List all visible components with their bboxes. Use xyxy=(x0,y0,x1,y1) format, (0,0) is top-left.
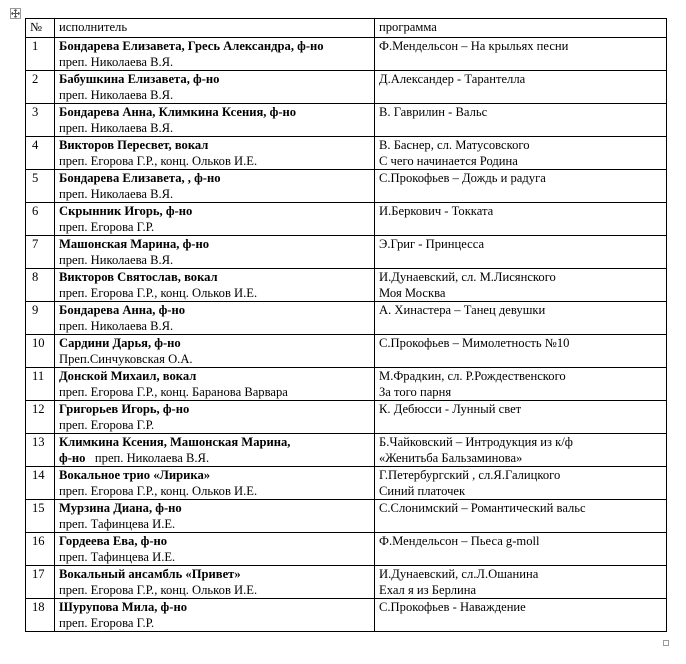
performer-name: Машонская Марина, ф-но xyxy=(59,237,210,251)
program-subtitle: Моя Москва xyxy=(379,286,446,300)
program-cell xyxy=(375,269,667,302)
teacher-name: преп. Егорова Г.Р., конц. Ольков И.Е. xyxy=(59,154,258,168)
program-title: Ф.Мендельсон – Пьеса g-moll xyxy=(379,534,540,548)
table-row xyxy=(26,335,667,368)
row-number: 8 xyxy=(26,269,55,302)
performer-cell xyxy=(55,500,375,533)
row-number: 10 xyxy=(26,335,55,368)
table-row xyxy=(26,236,667,269)
table-move-handle[interactable] xyxy=(10,8,21,19)
program-title: И.Дунаевский, сл.Л.Ошанина xyxy=(379,567,539,581)
program-cell xyxy=(375,533,667,566)
performer-cell xyxy=(55,335,375,368)
performer-cell xyxy=(55,533,375,566)
row-number: 16 xyxy=(26,533,55,566)
program-title: Ф.Мендельсон – На крыльях песни xyxy=(379,39,569,53)
teacher-name: Преп.Синчуковская О.А. xyxy=(59,352,193,366)
program-cell xyxy=(375,335,667,368)
program-cell xyxy=(375,500,667,533)
performer-name: Бондарева Елизавета, Гресь Александра, ф-но xyxy=(59,39,324,53)
row-number: 12 xyxy=(26,401,55,434)
program-cell xyxy=(375,104,667,137)
program-title: М.Фрадкин, сл. Р.Рождественского xyxy=(379,369,566,383)
program-cell xyxy=(375,401,667,434)
program-title: Э.Григ - Принцесса xyxy=(379,237,485,251)
program-title: С.Прокофьев - Наваждение xyxy=(379,600,526,614)
performer-cell xyxy=(55,236,375,269)
header-performer: исполнитель xyxy=(55,19,375,38)
program-title: С.Слонимский – Романтический вальс xyxy=(379,501,586,515)
row-number: 14 xyxy=(26,467,55,500)
header-num: № xyxy=(26,19,55,38)
table-row xyxy=(26,104,667,137)
program-cell xyxy=(375,368,667,401)
header-program: программа xyxy=(375,19,667,38)
program-title: С.Прокофьев – Дождь и радуга xyxy=(379,171,546,185)
performer-name: Бондарева Елизавета, , ф-но xyxy=(59,171,221,185)
performer-instrument: ф-но xyxy=(59,451,86,465)
move-arrows-icon xyxy=(11,9,20,18)
performer-name: Сардини Дарья, ф-но xyxy=(59,336,181,350)
table-header-row xyxy=(26,19,667,38)
program-subtitle: «Женитьба Бальзаминова» xyxy=(379,451,523,465)
row-number: 15 xyxy=(26,500,55,533)
program-title: В. Гаврилин - Вальс xyxy=(379,105,488,119)
program-subtitle: Синий платочек xyxy=(379,484,466,498)
program-title: А. Хинастера – Танец девушки xyxy=(379,303,546,317)
table-row xyxy=(26,170,667,203)
program-cell xyxy=(375,137,667,170)
performer-cell xyxy=(55,401,375,434)
teacher-name: преп. Николаева В.Я. xyxy=(59,319,174,333)
performer-cell xyxy=(55,71,375,104)
program-cell xyxy=(375,236,667,269)
table-row xyxy=(26,302,667,335)
program-cell xyxy=(375,467,667,500)
teacher-name: преп. Егорова Г.Р., конц. Ольков И.Е. xyxy=(59,484,258,498)
table-row xyxy=(26,71,667,104)
performer-cell xyxy=(55,38,375,71)
row-number: 9 xyxy=(26,302,55,335)
row-number: 13 xyxy=(26,434,55,467)
performer-name: Шурупова Мила, ф-но xyxy=(59,600,188,614)
performer-cell xyxy=(55,203,375,236)
program-cell xyxy=(375,38,667,71)
table-row xyxy=(26,566,667,599)
row-number: 7 xyxy=(26,236,55,269)
table-resize-handle[interactable] xyxy=(663,640,669,646)
program-title: Д.Александер - Тарантелла xyxy=(379,72,526,86)
teacher-name: преп. Егорова Г.Р. xyxy=(59,418,155,432)
program-cell xyxy=(375,302,667,335)
program-subtitle: Ехал я из Берлина xyxy=(379,583,477,597)
teacher-name: преп. Николаева В.Я. xyxy=(59,253,174,267)
performer-cell xyxy=(55,368,375,401)
teacher-name: преп. Тафинцева И.Е. xyxy=(59,517,176,531)
table-row xyxy=(26,467,667,500)
table-row xyxy=(26,137,667,170)
program-title: Г.Петербургский , сл.Я.Галицкого xyxy=(379,468,561,482)
performer-name: Григорьев Игорь, ф-но xyxy=(59,402,190,416)
table-row xyxy=(26,533,667,566)
performer-cell xyxy=(55,104,375,137)
teacher-name: преп. Николаева В.Я. xyxy=(59,55,174,69)
performer-cell xyxy=(55,467,375,500)
performer-cell xyxy=(55,599,375,632)
program-cell xyxy=(375,599,667,632)
concert-program-table xyxy=(25,18,667,632)
teacher-name: преп. Тафинцева И.Е. xyxy=(59,550,176,564)
program-cell xyxy=(375,71,667,104)
performer-name: Гордеева Ева, ф-но xyxy=(59,534,168,548)
row-number: 18 xyxy=(26,599,55,632)
performer-name: Бондарева Анна, ф-но xyxy=(59,303,186,317)
program-title: К. Дебюсси - Лунный свет xyxy=(379,402,522,416)
teacher-name: преп. Николаева В.Я. xyxy=(59,121,174,135)
performer-name: Бабушкина Елизавета, ф-но xyxy=(59,72,220,86)
teacher-name: преп. Николаева В.Я. xyxy=(59,187,174,201)
table-row xyxy=(26,38,667,71)
row-number: 1 xyxy=(26,38,55,71)
program-title: И.Беркович - Токката xyxy=(379,204,494,218)
performer-cell xyxy=(55,170,375,203)
table-row xyxy=(26,599,667,632)
performer-cell xyxy=(55,566,375,599)
program-subtitle: За того парня xyxy=(379,385,452,399)
program-title: Б.Чайковский – Интродукция из к/ф xyxy=(379,435,573,449)
teacher-name: преп. Егорова Г.Р., конц. Баранова Варвара xyxy=(59,385,288,399)
performer-name: Мурзина Диана, ф-но xyxy=(59,501,182,515)
table-row xyxy=(26,269,667,302)
performer-name: Скрынник Игорь, ф-но xyxy=(59,204,193,218)
performer-name: Викторов Святослав, вокал xyxy=(59,270,218,284)
performer-name: Климкина Ксения, Машонская Марина, xyxy=(59,435,291,449)
performer-cell xyxy=(55,269,375,302)
program-title: С.Прокофьев – Мимолетность №10 xyxy=(379,336,570,350)
performer-cell xyxy=(55,137,375,170)
teacher-name: преп. Егорова Г.Р., конц. Ольков И.Е. xyxy=(59,583,258,597)
row-number: 3 xyxy=(26,104,55,137)
teacher-name: преп. Егорова Г.Р., конц. Ольков И.Е. xyxy=(59,286,258,300)
program-cell xyxy=(375,434,667,467)
table-row xyxy=(26,203,667,236)
performer-name: Викторов Пересвет, вокал xyxy=(59,138,209,152)
program-subtitle: С чего начинается Родина xyxy=(379,154,518,168)
row-number: 11 xyxy=(26,368,55,401)
performer-name: Бондарева Анна, Климкина Ксения, ф-но xyxy=(59,105,297,119)
teacher-name: преп. Егорова Г.Р. xyxy=(59,220,155,234)
performer-cell xyxy=(55,302,375,335)
teacher-name: преп. Николаева В.Я. xyxy=(59,88,174,102)
row-number: 2 xyxy=(26,71,55,104)
performer-name: Донской Михаил, вокал xyxy=(59,369,197,383)
teacher-name: преп. Николаева В.Я. xyxy=(94,451,210,465)
row-number: 6 xyxy=(26,203,55,236)
performer-name: Вокальное трио «Лирика» xyxy=(59,468,211,482)
table-row xyxy=(26,434,667,467)
program-cell xyxy=(375,170,667,203)
performer-name: Вокальный ансамбль «Привет» xyxy=(59,567,241,581)
program-title: В. Баснер, сл. Матусовского xyxy=(379,138,530,152)
table-row xyxy=(26,500,667,533)
program-cell xyxy=(375,566,667,599)
program-title: И.Дунаевский, сл. М.Лисянского xyxy=(379,270,556,284)
program-cell xyxy=(375,203,667,236)
row-number: 17 xyxy=(26,566,55,599)
table-row xyxy=(26,368,667,401)
row-number: 4 xyxy=(26,137,55,170)
performer-cell xyxy=(55,434,375,467)
teacher-name: преп. Егорова Г.Р. xyxy=(59,616,155,630)
row-number: 5 xyxy=(26,170,55,203)
table-row xyxy=(26,401,667,434)
